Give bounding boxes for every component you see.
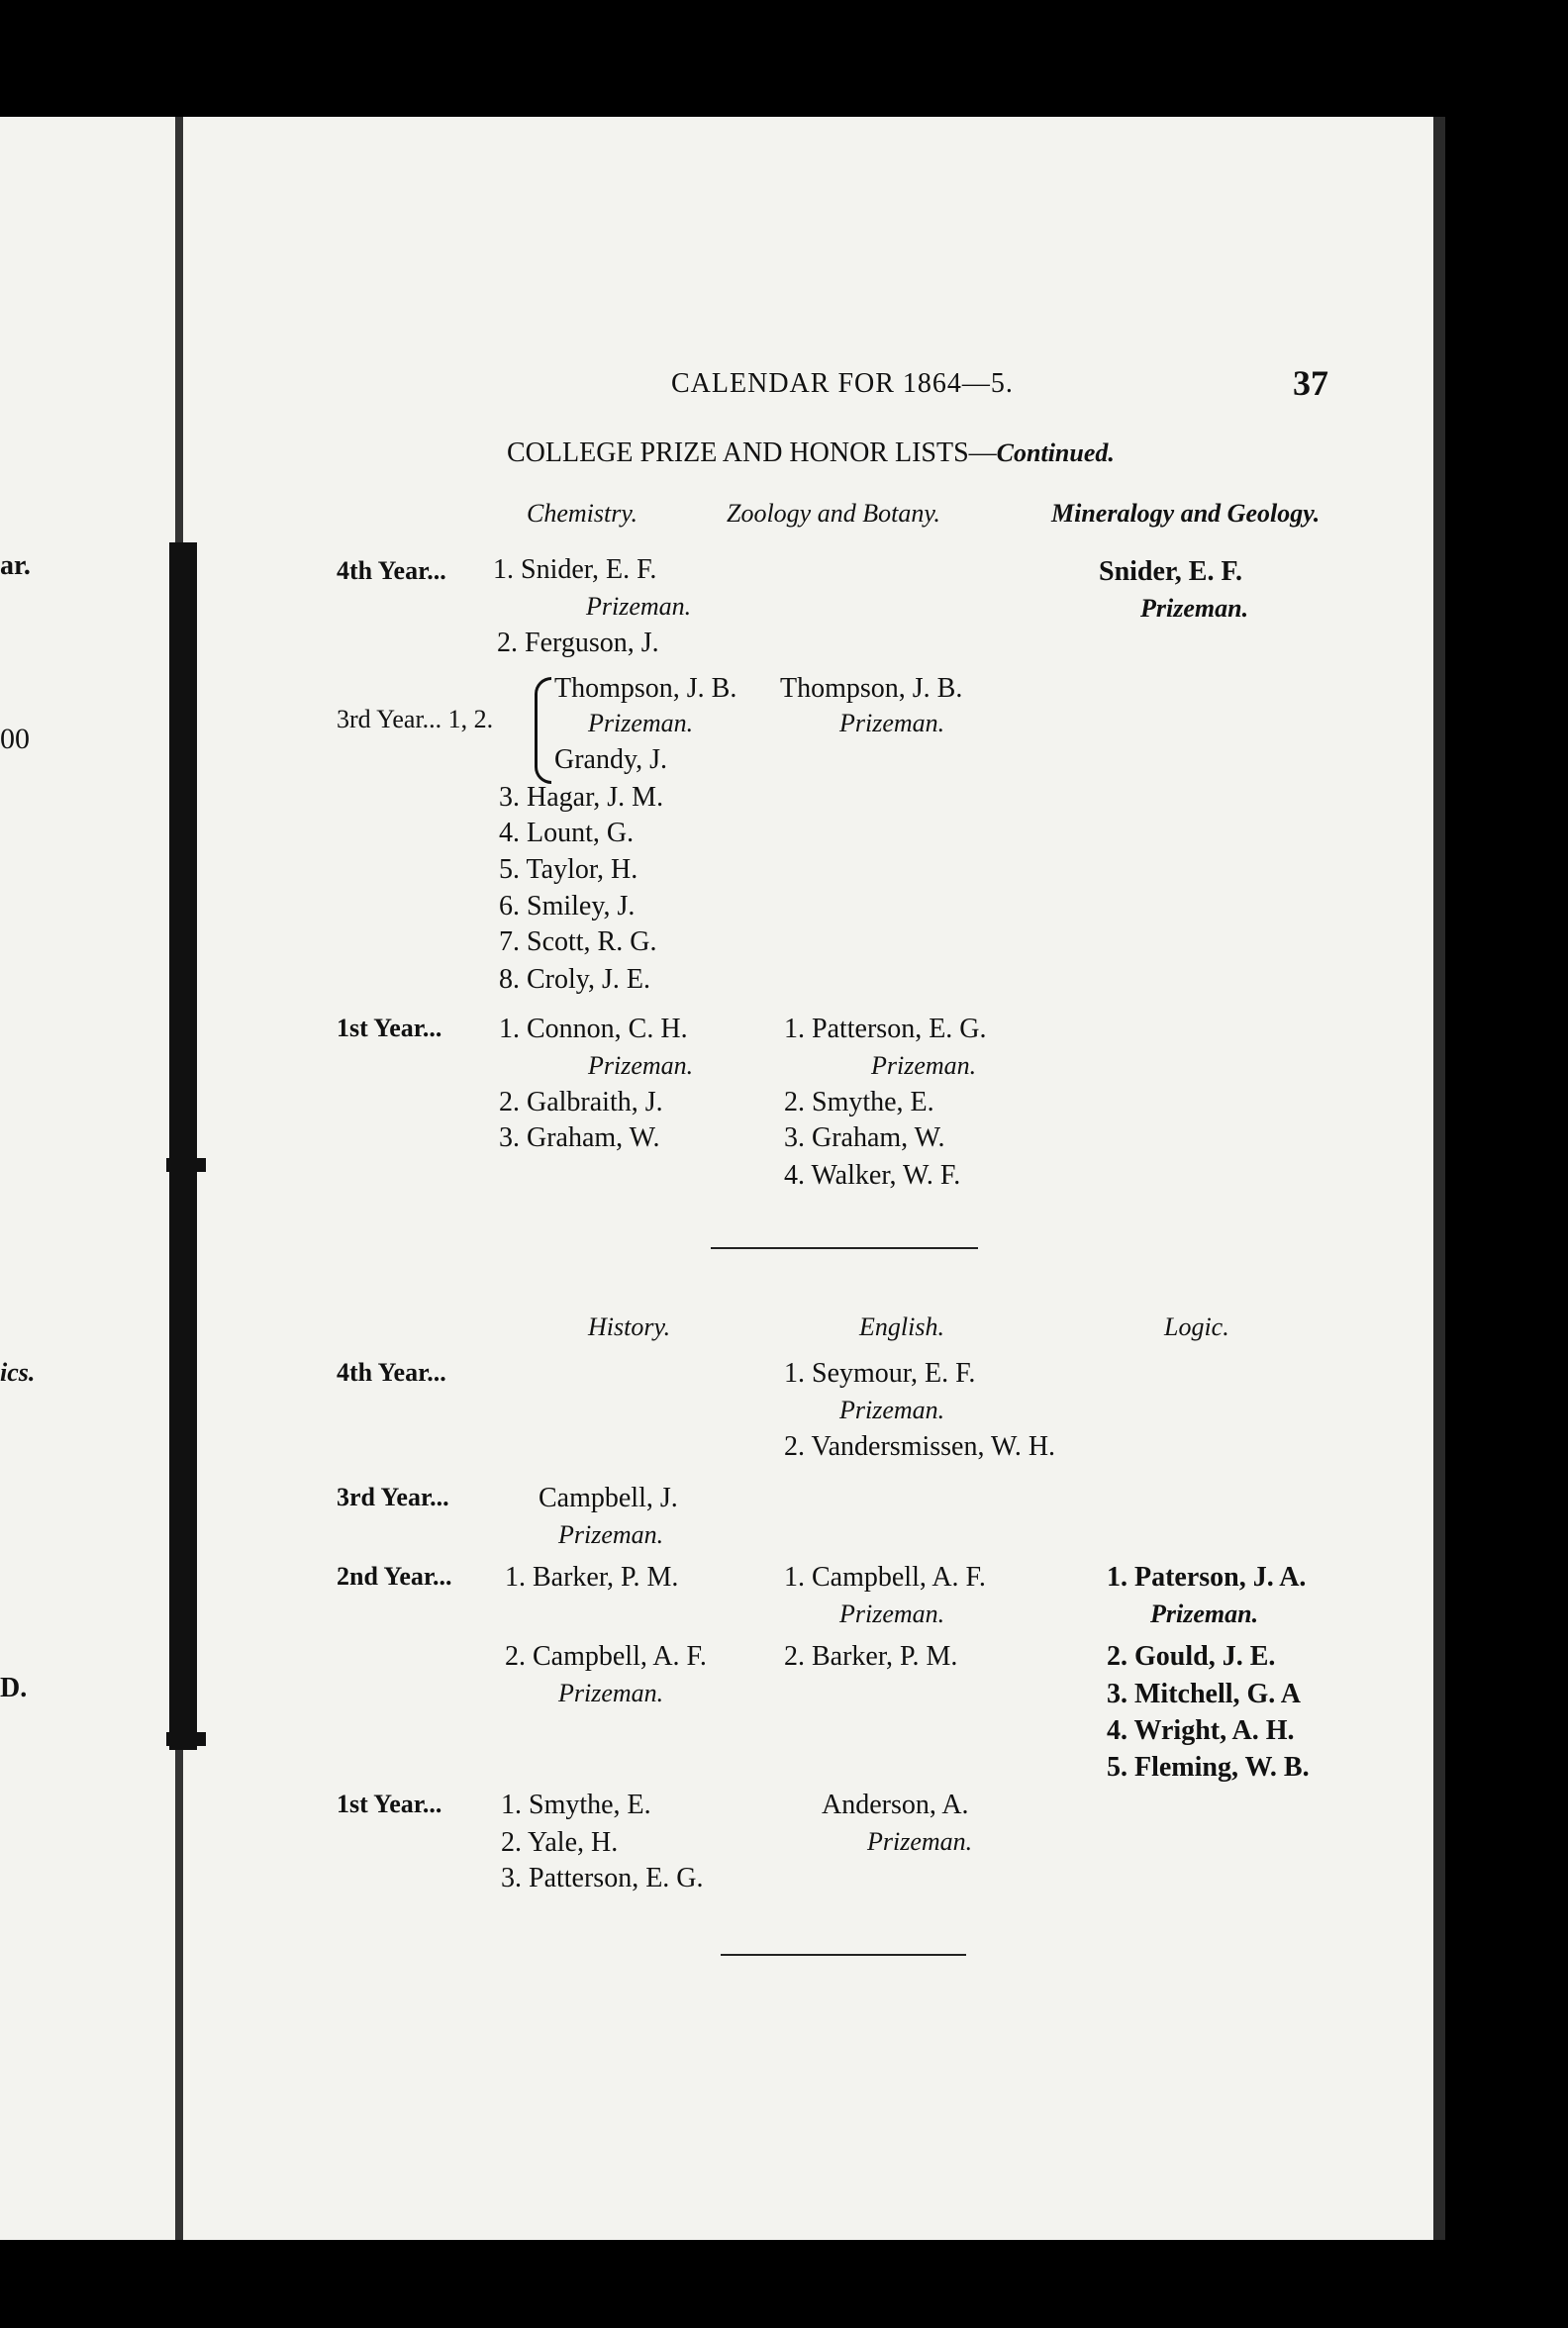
list-item: 2. Galbraith, J. xyxy=(499,1087,663,1117)
list-item: Grandy, J. xyxy=(554,744,668,775)
list-item: 4. Walker, W. F. xyxy=(784,1160,961,1191)
list-item: 7. Scott, R. G. xyxy=(499,926,657,957)
prizeman-note: Prizeman. xyxy=(1150,1600,1259,1628)
year-label: 3rd Year... xyxy=(337,1483,449,1511)
book-page xyxy=(0,117,1443,2240)
list-item: 2. Smythe, E. xyxy=(784,1087,934,1117)
list-item: 1. Paterson, J. A. xyxy=(1107,1562,1307,1593)
running-header: CALENDAR FOR 1864—5. xyxy=(671,368,1014,399)
year-label: 2nd Year... xyxy=(337,1562,452,1591)
list-item: 1. Patterson, E. G. xyxy=(784,1014,987,1044)
year-label: 4th Year... xyxy=(337,556,446,585)
list-item: 5. Fleming, W. B. xyxy=(1107,1752,1310,1783)
section-divider xyxy=(711,1247,978,1249)
margin-fragment: 00 xyxy=(0,723,30,755)
list-item: 1. Connon, C. H. xyxy=(499,1014,688,1044)
list-item: 4. Lount, G. xyxy=(499,818,635,848)
page-edge-shadow xyxy=(1433,117,1445,2240)
list-item: Thompson, J. B. xyxy=(554,673,737,704)
list-item: 5. Taylor, H. xyxy=(499,854,638,885)
year-label: 1st Year... xyxy=(337,1014,442,1042)
section-title: COLLEGE PRIZE AND HONOR LISTS—Continued. xyxy=(507,437,1115,468)
list-item: 2. Gould, J. E. xyxy=(1107,1641,1276,1672)
list-item: 3. Patterson, E. G. xyxy=(501,1863,704,1893)
column-header-zoology-botany: Zoology and Botany. xyxy=(727,499,940,528)
list-item: 1. Smythe, E. xyxy=(501,1790,651,1820)
list-item: Campbell, J. xyxy=(539,1483,678,1513)
list-item: 1. Seymour, E. F. xyxy=(784,1358,976,1389)
list-item: 1. Barker, P. M. xyxy=(505,1562,679,1593)
bracket-brace xyxy=(535,677,551,784)
prizeman-note: Prizeman. xyxy=(588,709,694,737)
list-item: 1. Campbell, A. F. xyxy=(784,1562,986,1593)
list-item: 8. Croly, J. E. xyxy=(499,964,650,995)
list-item: 2. Campbell, A. F. xyxy=(505,1641,707,1672)
list-item: Thompson, J. B. xyxy=(780,673,963,704)
section-divider xyxy=(721,1954,966,1956)
year-label: 1st Year... xyxy=(337,1790,442,1818)
column-header-logic: Logic. xyxy=(1164,1312,1229,1341)
margin-fragment: ar. xyxy=(0,550,31,581)
prizeman-note: Prizeman. xyxy=(839,709,945,737)
column-header-english: English. xyxy=(859,1312,944,1341)
list-item: 3. Graham, W. xyxy=(784,1122,945,1153)
prizeman-note: Prizeman. xyxy=(558,1520,664,1549)
prizeman-note: Prizeman. xyxy=(1140,594,1249,623)
year-label: 4th Year... xyxy=(337,1358,446,1387)
prizeman-note: Prizeman. xyxy=(871,1051,977,1080)
binding-clamp xyxy=(169,542,197,1750)
list-item: 6. Smiley, J. xyxy=(499,891,636,922)
list-item: 1. Snider, E. F. xyxy=(493,554,657,585)
binding-tick xyxy=(166,1732,206,1746)
column-header-chemistry: Chemistry. xyxy=(527,499,637,528)
prizeman-note: Prizeman. xyxy=(867,1827,973,1856)
margin-fragment: ics. xyxy=(0,1358,36,1387)
list-item: 3. Graham, W. xyxy=(499,1122,660,1153)
column-header-mineralogy-geology: Mineralogy and Geology. xyxy=(1051,499,1321,528)
prizeman-note: Prizeman. xyxy=(588,1051,694,1080)
list-item: 3. Hagar, J. M. xyxy=(499,782,664,813)
list-item: 4. Wright, A. H. xyxy=(1107,1715,1295,1746)
year-label: 3rd Year... 1, 2. xyxy=(337,705,494,733)
prizeman-note: Prizeman. xyxy=(558,1679,664,1707)
list-item: 3. Mitchell, G. A xyxy=(1107,1679,1301,1709)
page-number: 37 xyxy=(1293,363,1328,403)
margin-fragment: D. xyxy=(0,1673,28,1703)
binding-tick xyxy=(166,1158,206,1172)
list-item: 2. Vandersmissen, W. H. xyxy=(784,1431,1056,1462)
list-item: 2. Barker, P. M. xyxy=(784,1641,958,1672)
column-header-history: History. xyxy=(588,1312,671,1341)
prizeman-note: Prizeman. xyxy=(839,1600,945,1628)
list-item: 2. Ferguson, J. xyxy=(497,628,659,658)
prizeman-note: Prizeman. xyxy=(839,1396,945,1424)
list-item: Snider, E. F. xyxy=(1099,556,1242,587)
list-item: 2. Yale, H. xyxy=(501,1827,619,1858)
prizeman-note: Prizeman. xyxy=(586,592,692,621)
list-item: Anderson, A. xyxy=(822,1790,969,1820)
